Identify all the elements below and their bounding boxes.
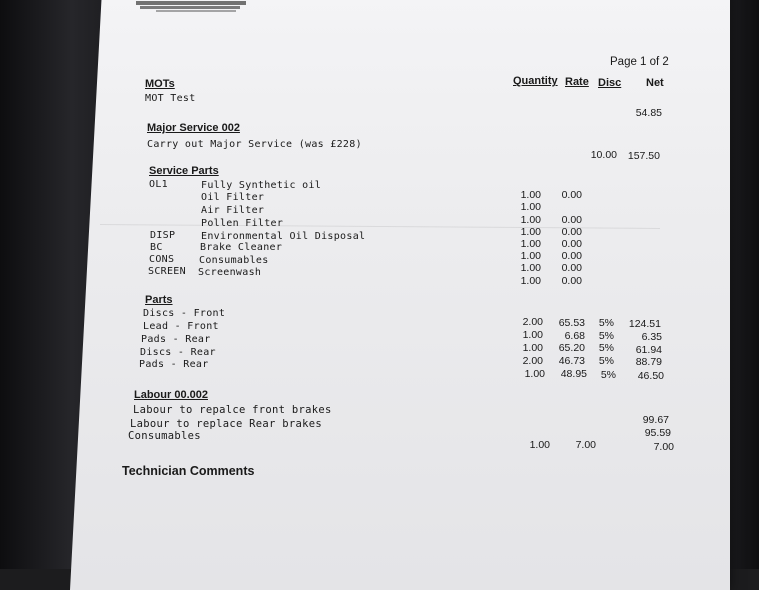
service-part-desc: Air Filter xyxy=(201,205,265,216)
part-desc: Discs - Rear xyxy=(140,347,216,358)
labour-net: 7.00 xyxy=(653,441,674,453)
part-disc: 5% xyxy=(598,330,614,342)
service-part-desc: Screenwash xyxy=(198,267,262,278)
service-part-code: OL1 xyxy=(149,179,168,190)
col-header-net: Net xyxy=(646,77,664,89)
section-title-labour: Labour 00.002 xyxy=(134,389,208,401)
part-disc: 5% xyxy=(598,317,614,329)
labour-qty: 1.00 xyxy=(529,439,550,451)
part-net: 46.50 xyxy=(637,370,664,382)
service-part-desc: Consumables xyxy=(199,255,269,266)
service-part-code: DISP xyxy=(150,230,176,241)
part-disc: 5% xyxy=(598,355,614,367)
col-header-rate: Rate xyxy=(565,76,589,88)
page-indicator: Page 1 of 2 xyxy=(610,56,669,68)
service-part-qty: 1.00 xyxy=(520,214,541,226)
service-part-qty: 1.00 xyxy=(520,238,541,250)
mot-test-line: MOT Test xyxy=(145,93,196,104)
part-qty: 2.00 xyxy=(522,316,543,328)
service-part-rate: 0.00 xyxy=(561,275,582,287)
service-part-code: CONS xyxy=(149,254,175,265)
mot-net: 54.85 xyxy=(635,107,662,119)
part-qty: 1.00 xyxy=(524,368,545,380)
part-qty: 1.00 xyxy=(522,329,543,341)
labour-net: 99.67 xyxy=(642,414,669,426)
part-qty: 1.00 xyxy=(522,342,543,354)
part-rate: 46.73 xyxy=(558,355,585,367)
service-part-desc: Environmental Oil Disposal xyxy=(201,231,366,242)
part-net: 88.79 xyxy=(635,356,662,368)
service-part-rate: 0.00 xyxy=(561,189,582,201)
part-desc: Pads - Rear xyxy=(139,359,209,370)
section-title-major-service: Major Service 002 xyxy=(147,122,240,134)
part-rate: 48.95 xyxy=(560,368,587,380)
service-part-rate: 0.00 xyxy=(561,262,582,274)
section-title-service-parts: Service Parts xyxy=(149,165,219,177)
service-part-desc: Brake Cleaner xyxy=(200,242,283,253)
col-header-disc: Disc xyxy=(598,77,622,89)
service-part-qty: 1.00 xyxy=(520,226,541,238)
labour-net: 95.59 xyxy=(644,427,671,439)
part-qty: 2.00 xyxy=(522,355,543,367)
service-part-rate: 0.00 xyxy=(561,250,582,262)
service-part-qty: 1.00 xyxy=(520,189,541,201)
major-service-net: 157.50 xyxy=(627,150,660,162)
col-header-quantity: Quantity xyxy=(513,75,558,87)
part-net: 124.51 xyxy=(628,318,661,330)
section-title-mots: MOTs xyxy=(145,78,175,90)
service-part-qty: 1.00 xyxy=(520,201,541,213)
part-rate: 65.53 xyxy=(558,317,585,329)
part-desc: Discs - Front xyxy=(143,308,226,319)
service-part-qty: 1.00 xyxy=(520,262,541,274)
labour-rate: 7.00 xyxy=(575,439,596,451)
technician-comments-title: Technician Comments xyxy=(122,464,255,478)
part-net: 6.35 xyxy=(641,331,662,343)
garage-logo-smudge xyxy=(136,0,254,14)
service-part-desc: Pollen Filter xyxy=(201,218,284,229)
service-part-desc: Fully Synthetic oil xyxy=(201,180,322,191)
part-rate: 6.68 xyxy=(564,330,585,342)
service-part-rate: 0.00 xyxy=(561,214,582,226)
part-desc: Lead - Front xyxy=(143,321,219,332)
service-part-desc: Oil Filter xyxy=(201,192,265,203)
part-disc: 5% xyxy=(598,342,614,354)
service-part-code: BC xyxy=(150,242,163,253)
major-service-disc: 10.00 xyxy=(590,149,617,161)
labour-desc: Labour to replace Rear brakes xyxy=(130,418,323,430)
section-title-parts: Parts xyxy=(145,294,173,306)
service-part-rate: 0.00 xyxy=(561,238,582,250)
service-part-qty: 1.00 xyxy=(520,250,541,262)
labour-desc: Consumables xyxy=(128,430,201,442)
part-net: 61.94 xyxy=(635,344,662,356)
part-disc: 5% xyxy=(600,369,616,381)
service-part-rate: 0.00 xyxy=(561,226,582,238)
part-rate: 65.20 xyxy=(558,342,585,354)
service-part-qty: 1.00 xyxy=(520,275,541,287)
major-service-line: Carry out Major Service (was £228) xyxy=(147,139,362,150)
labour-desc: Labour to repalce front brakes xyxy=(133,404,332,416)
service-part-code: SCREEN xyxy=(148,266,186,277)
part-desc: Pads - Rear xyxy=(141,334,211,345)
